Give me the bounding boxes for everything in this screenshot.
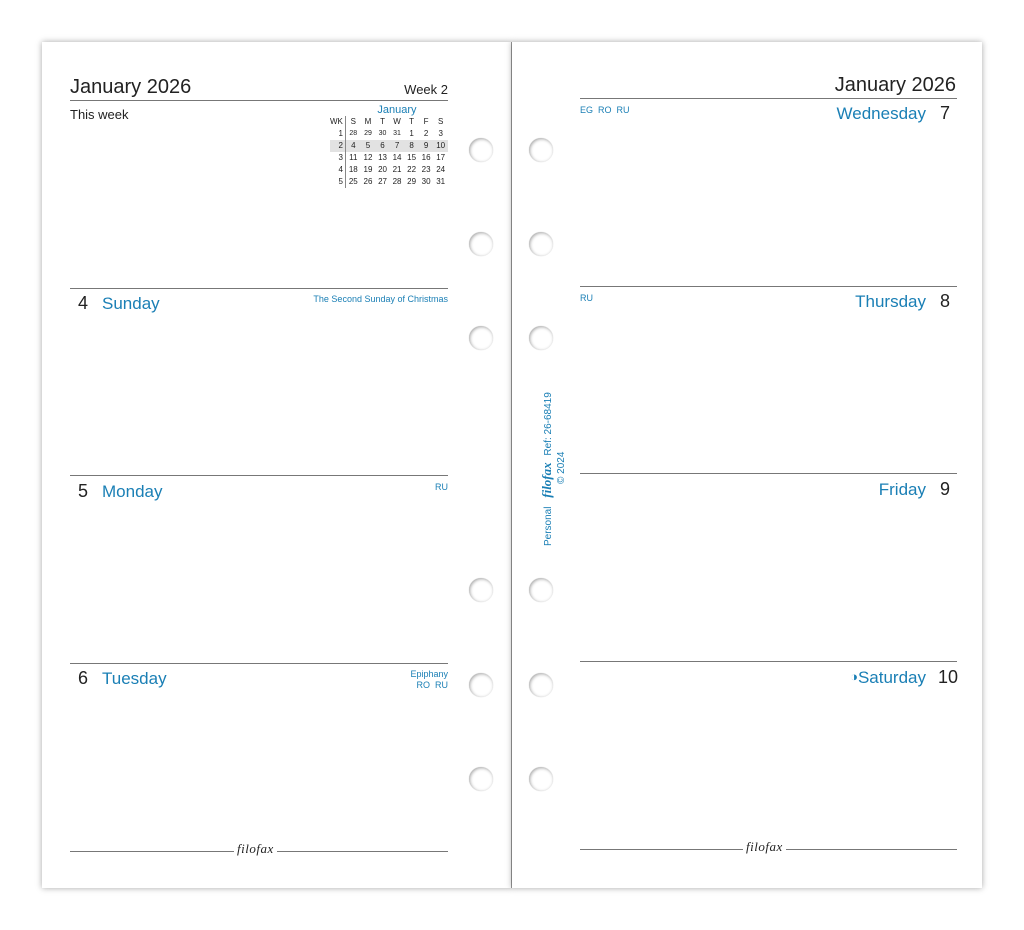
cal-cell: 27 — [378, 177, 387, 186]
binder-hole — [469, 326, 493, 350]
day-number-7: 7 — [939, 103, 950, 123]
binder-hole — [529, 767, 553, 791]
this-week-label: This week — [70, 107, 129, 122]
cal-cell: 4 — [345, 140, 360, 152]
cal-cell: 28 — [349, 130, 358, 137]
cal-cell: 26 — [363, 177, 373, 186]
day-note-monday: RU — [435, 482, 448, 492]
cal-header-cell: F — [423, 117, 429, 126]
cal-cell: 23 — [421, 165, 431, 174]
cal-header-cell: M — [364, 117, 372, 126]
day-note-sunday: The Second Sunday of Christmas — [313, 294, 448, 304]
cal-cell: 13 — [378, 153, 387, 162]
cal-cell: 6 — [375, 140, 390, 152]
cal-cell: 3 — [438, 129, 443, 138]
cal-cell: 10 — [433, 140, 448, 152]
cal-cell: 2 — [330, 140, 345, 152]
day-note-tuesday-1: Epiphany — [410, 669, 448, 679]
binder-hole — [469, 232, 493, 256]
cal-cell: 3 — [330, 152, 345, 164]
cal-cell: 14 — [392, 153, 402, 162]
day-note-wednesday: EG RO RU — [580, 105, 630, 115]
cal-cell: 1 — [330, 128, 345, 140]
moon-phase-icon: ◑ — [850, 669, 858, 684]
mini-calendar — [330, 104, 450, 188]
cal-cell: 31 — [436, 177, 446, 186]
cal-cell: 2 — [423, 129, 429, 138]
cal-cell: 30 — [378, 130, 387, 137]
cal-cell: 9 — [419, 140, 434, 152]
day-name-tuesday: Tuesday — [102, 669, 167, 688]
day-rule-saturday — [580, 661, 957, 662]
cal-cell: 22 — [407, 165, 417, 174]
cal-week-row — [330, 152, 448, 164]
cal-cell: 5 — [361, 140, 376, 152]
day-name-saturday: Saturday — [857, 668, 926, 687]
day-rule-friday — [580, 473, 957, 474]
spine-size-label: Personal — [543, 506, 554, 546]
day-rule-tuesday — [70, 663, 448, 664]
header-rule — [70, 100, 448, 101]
day-rule-sunday — [70, 288, 448, 289]
filofax-logo: filofax — [234, 841, 277, 857]
mini-calendar-title: January — [377, 104, 417, 116]
cal-header-cell: T — [409, 117, 415, 126]
cal-cell: 5 — [330, 176, 345, 188]
cal-cell: 15 — [407, 153, 417, 162]
cal-header-cell: T — [380, 117, 385, 126]
binder-hole — [469, 673, 493, 697]
binder-hole — [469, 138, 493, 162]
cal-current-week-row — [330, 140, 448, 152]
day-rule-thursday — [580, 286, 957, 287]
day-name-friday: Friday — [878, 480, 926, 499]
cal-cell: 21 — [392, 165, 402, 174]
cal-cell: 17 — [436, 153, 446, 162]
binder-hole — [469, 578, 493, 602]
cal-cell: 28 — [392, 177, 402, 186]
cal-week-row — [330, 176, 448, 188]
cal-cell: 11 — [349, 153, 358, 162]
day-number-9: 9 — [939, 479, 950, 499]
right-page — [512, 42, 982, 888]
day-number-8: 8 — [939, 291, 950, 311]
day-name-sunday: Sunday — [102, 294, 160, 313]
spine-copyright: © 2024 — [556, 451, 567, 484]
cal-header-cell: S — [438, 117, 444, 126]
day-name-monday: Monday — [102, 482, 163, 501]
cal-cell: 16 — [421, 153, 431, 162]
cal-cell: 29 — [407, 177, 417, 186]
spine-filofax-logo: filofax — [539, 462, 554, 498]
cal-week-row — [330, 128, 448, 140]
week-label: Week 2 — [404, 82, 448, 97]
binder-hole — [529, 138, 553, 162]
cal-cell: 18 — [348, 165, 358, 174]
day-rule-monday — [70, 475, 448, 476]
day-note-tuesday-2: RO RU — [416, 680, 448, 690]
binder-hole — [469, 767, 493, 791]
cal-cell: 30 — [421, 177, 431, 186]
binder-hole — [529, 326, 553, 350]
day-number-6: 6 — [78, 668, 89, 688]
left-page — [42, 42, 512, 888]
cal-cell: 7 — [390, 140, 405, 152]
cal-cell: 1 — [409, 129, 414, 138]
mini-calendar-grid — [330, 116, 448, 188]
cal-header-cell: WK — [330, 116, 345, 128]
binder-hole — [529, 578, 553, 602]
cal-week-row — [330, 164, 448, 176]
cal-cell: 25 — [348, 177, 358, 186]
day-name-thursday: Thursday — [855, 292, 926, 311]
filofax-logo: filofax — [743, 839, 786, 855]
right-header-rule — [580, 98, 957, 99]
left-month-title: January 2026 — [70, 76, 192, 98]
cal-cell: 29 — [364, 130, 372, 137]
day-note-thursday: RU — [580, 293, 593, 303]
spine-label — [539, 392, 555, 546]
cal-cell: 12 — [363, 153, 373, 162]
mini-calendar-header — [330, 116, 448, 128]
binder-hole — [529, 232, 553, 256]
cal-cell: 8 — [404, 140, 419, 152]
right-month-title: January 2026 — [834, 74, 956, 96]
day-number-4: 4 — [78, 293, 89, 313]
cal-header-cell: S — [350, 117, 356, 126]
cal-cell: 4 — [330, 164, 345, 176]
binder-hole — [529, 673, 553, 697]
day-number-10: 10 — [937, 667, 958, 687]
cal-cell: 19 — [363, 165, 373, 174]
cal-cell: 20 — [378, 165, 387, 174]
cal-cell: 31 — [393, 130, 401, 137]
day-name-wednesday: Wednesday — [836, 104, 926, 123]
cal-cell: 24 — [436, 165, 446, 174]
day-number-5: 5 — [78, 481, 89, 501]
cal-header-cell: W — [393, 117, 401, 126]
spine-ref: Ref: 26-68419 — [543, 392, 554, 456]
